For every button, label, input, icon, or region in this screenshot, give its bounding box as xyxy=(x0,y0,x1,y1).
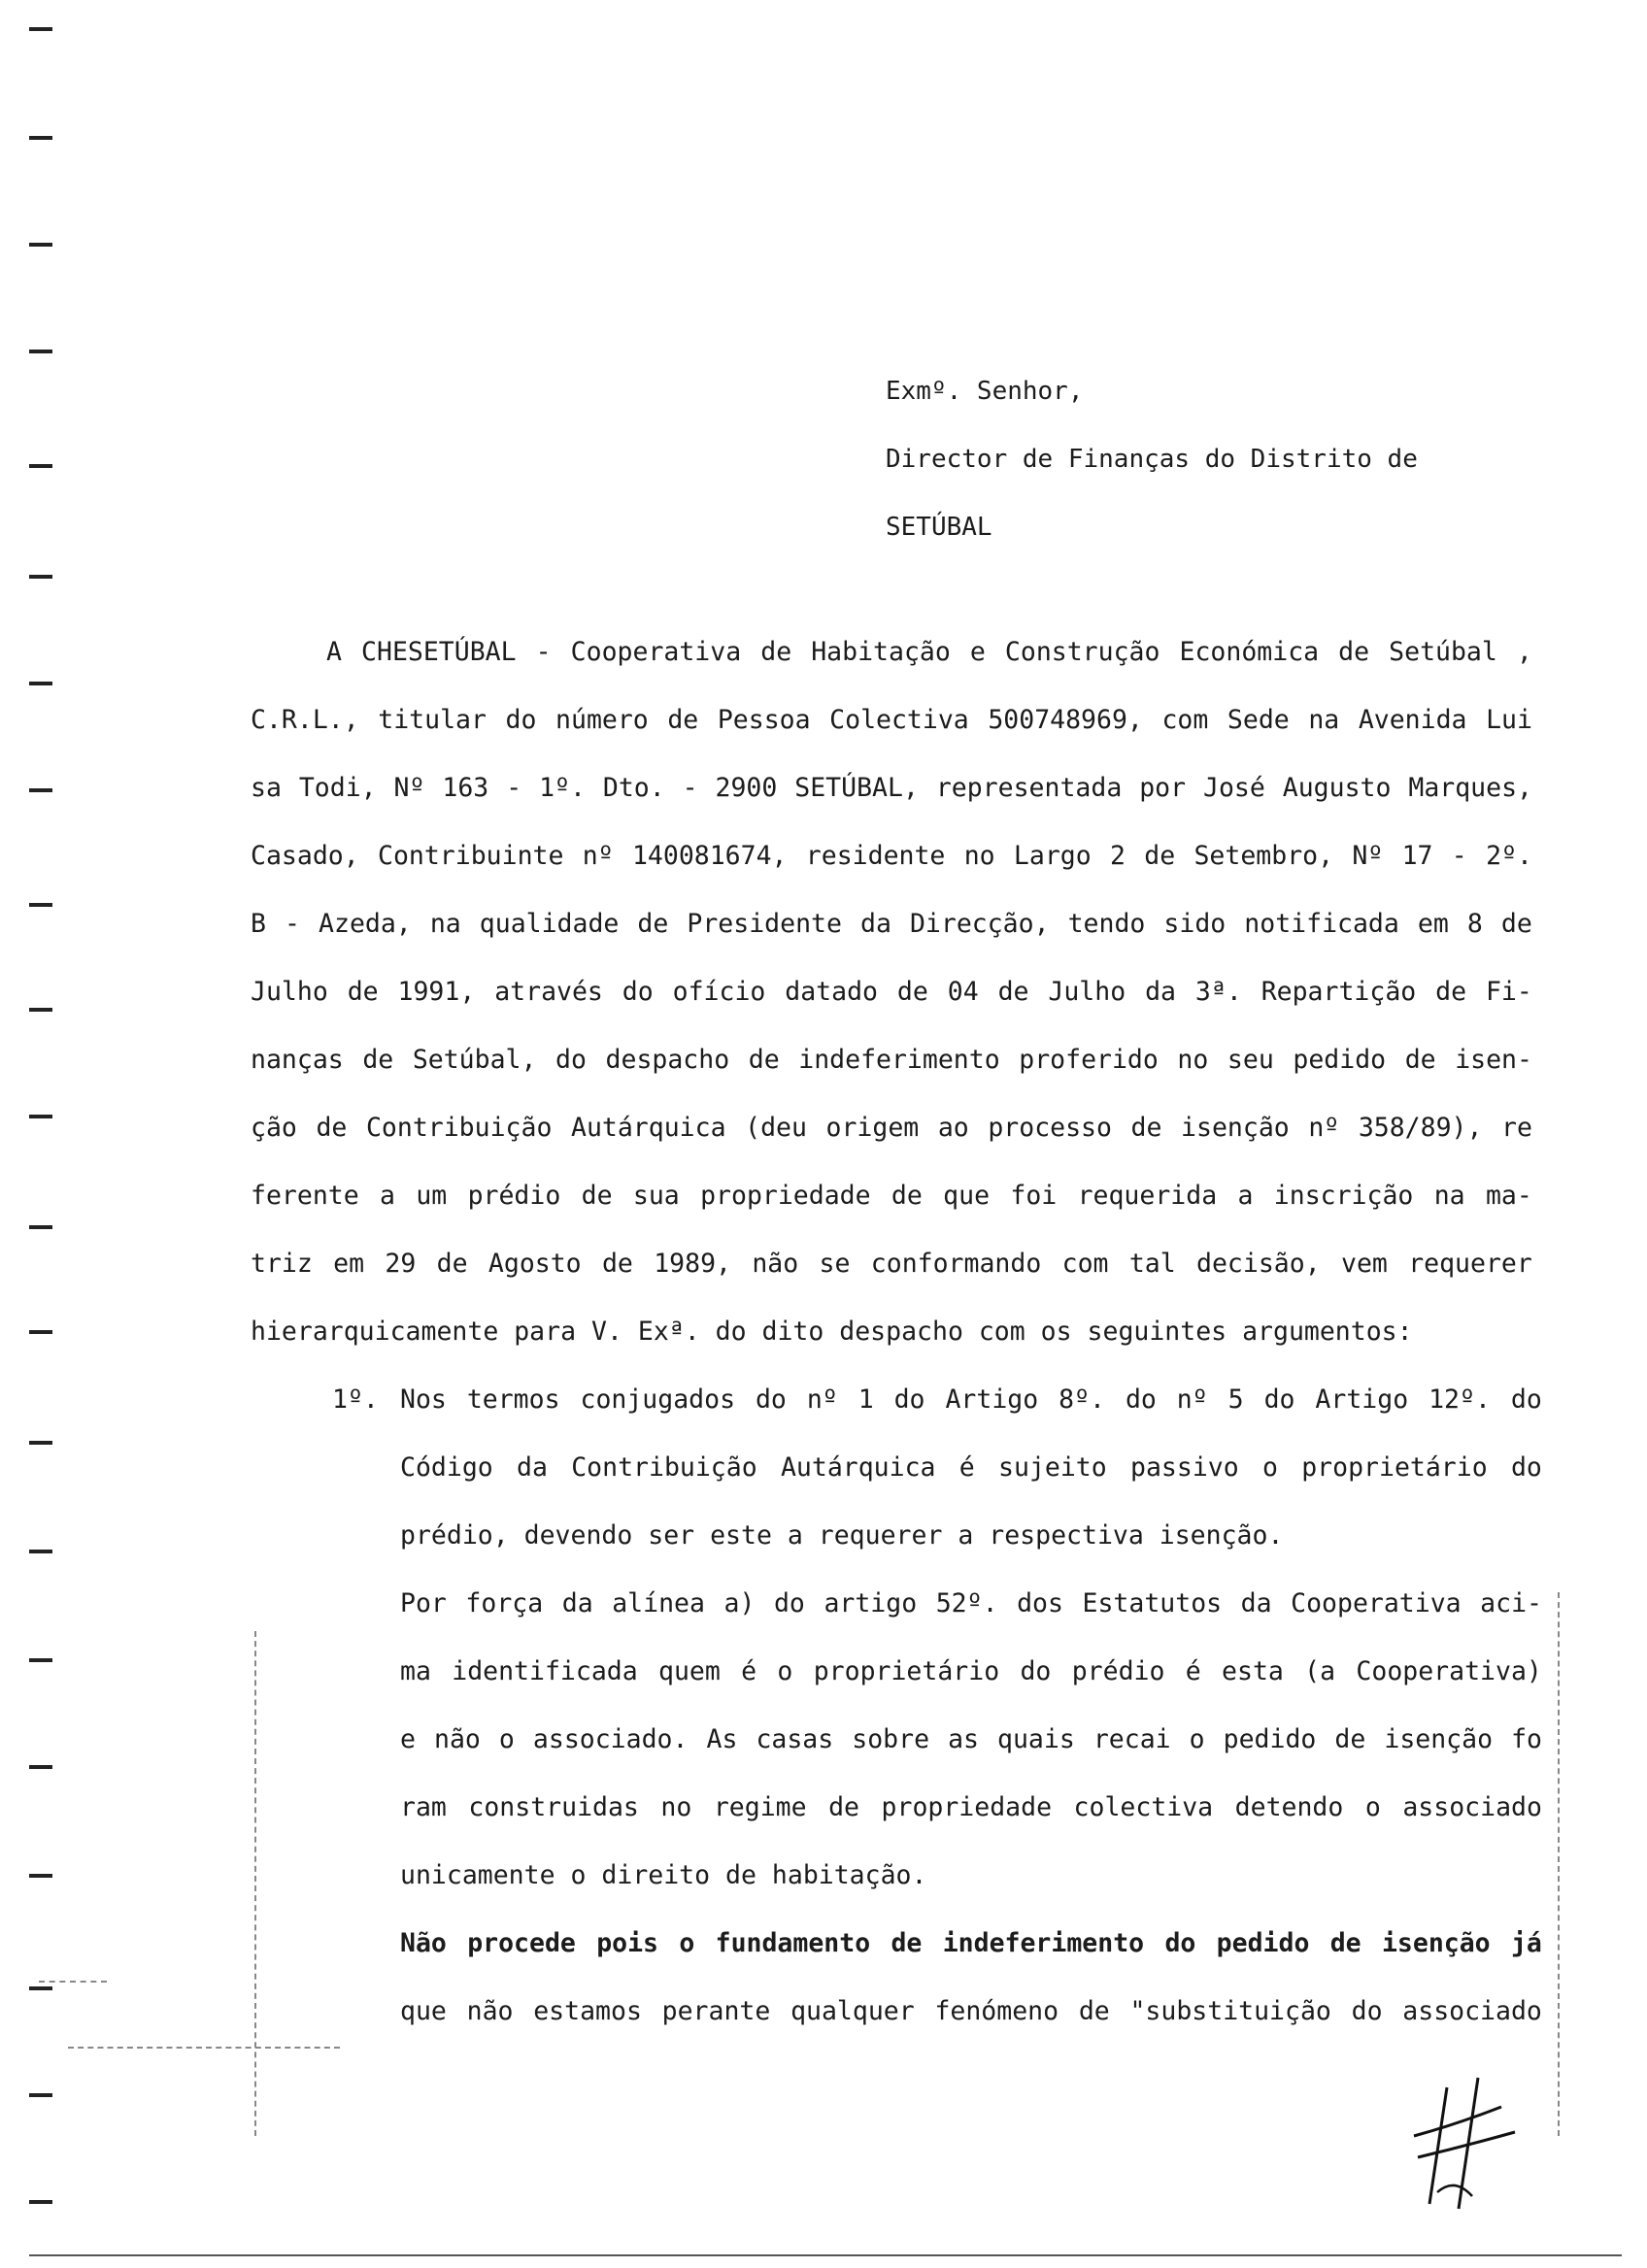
word: Setúbal xyxy=(1389,637,1497,667)
word: quem xyxy=(658,1656,721,1686)
word: 8º. xyxy=(1059,1384,1105,1415)
word: de xyxy=(1130,1113,1162,1143)
word: representada xyxy=(935,773,1123,803)
word: de xyxy=(347,977,379,1007)
word: em xyxy=(1417,909,1449,939)
word: isenção xyxy=(1384,1724,1494,1754)
word: Augusto xyxy=(1282,773,1392,803)
item-line-6 xyxy=(400,1724,1542,1754)
word: Avenida xyxy=(1358,705,1467,735)
word: Código xyxy=(400,1452,493,1483)
word: - xyxy=(285,909,300,939)
word: perante xyxy=(661,1996,771,2026)
word: As xyxy=(706,1724,738,1754)
word: no xyxy=(1177,1045,1209,1075)
intro-line-9 xyxy=(251,1181,1532,1211)
word: nanças xyxy=(251,1045,344,1075)
word: 140081674, xyxy=(631,841,788,871)
item-line-5 xyxy=(400,1656,1542,1686)
word: Agosto xyxy=(487,1249,582,1279)
word: pedido xyxy=(1293,1045,1387,1075)
word: - xyxy=(682,773,698,803)
word: com xyxy=(1061,1249,1109,1279)
margin-tick xyxy=(29,136,52,140)
signature-initials xyxy=(1408,2068,1525,2214)
word: do xyxy=(505,705,537,735)
word: força xyxy=(465,1588,544,1618)
word: 1991, xyxy=(397,977,476,1007)
word: Largo xyxy=(1013,841,1092,871)
word: o xyxy=(777,1656,793,1686)
margin-tick xyxy=(29,1874,52,1878)
scan-mark xyxy=(68,2047,340,2049)
word: casas xyxy=(756,1724,834,1754)
word: termos xyxy=(466,1384,560,1415)
word: e xyxy=(400,1724,416,1754)
word: - xyxy=(535,637,552,667)
word: Artigo xyxy=(945,1384,1039,1415)
intro-line-2 xyxy=(251,705,1532,735)
word: despacho xyxy=(605,1045,730,1075)
word: Presidente xyxy=(687,909,842,939)
intro-line-5 xyxy=(251,909,1532,939)
word: através xyxy=(494,977,603,1007)
word: regime xyxy=(713,1792,807,1822)
intro-line-11: hierarquicamente para V. Exª. do dito despacho com os seguintes argumentos: xyxy=(251,1317,1413,1347)
word: do xyxy=(1510,1384,1542,1415)
word: , xyxy=(1516,637,1532,667)
margin-tick xyxy=(29,903,52,907)
word: indeferimento xyxy=(942,1928,1145,1958)
margin-tick xyxy=(29,27,52,31)
word: Nº xyxy=(393,773,425,803)
word: de xyxy=(891,1928,923,1958)
word: detendo xyxy=(1234,1792,1344,1822)
word: ma xyxy=(400,1656,431,1686)
word: Estatutos xyxy=(1082,1588,1223,1618)
word: inscrição xyxy=(1273,1181,1414,1211)
word: de xyxy=(1078,1996,1110,2026)
margin-tick xyxy=(29,1765,52,1769)
word: Julho xyxy=(1048,977,1126,1007)
word: 1 xyxy=(857,1384,874,1415)
word: - xyxy=(1451,841,1467,871)
word: associado xyxy=(1402,1792,1542,1822)
word: indeferimento xyxy=(798,1045,1000,1075)
margin-tick xyxy=(29,682,52,685)
word: ofício xyxy=(672,977,766,1007)
word: (a xyxy=(1304,1656,1336,1686)
word: (deu xyxy=(745,1113,807,1143)
item-line-3: prédio, devendo ser este a requerer a respectiva isenção. xyxy=(400,1520,1284,1551)
word: notificada xyxy=(1244,909,1399,939)
word: não xyxy=(752,1249,799,1279)
word: Marques, xyxy=(1408,773,1532,803)
item-line-10 xyxy=(400,1996,1542,2026)
word: proprietário xyxy=(813,1656,1000,1686)
word: Nos xyxy=(400,1384,447,1415)
word: não xyxy=(466,1996,514,2026)
word: re xyxy=(1501,1113,1532,1143)
word: do xyxy=(1351,1996,1383,2026)
word: Setúbal, xyxy=(412,1045,537,1075)
word: prédio xyxy=(1071,1656,1165,1686)
word: de xyxy=(997,977,1029,1007)
word: Contribuinte xyxy=(377,841,564,871)
word: sua xyxy=(632,1181,680,1211)
word: tal xyxy=(1128,1249,1176,1279)
word: do xyxy=(622,977,654,1007)
word: a xyxy=(380,1181,395,1211)
addressee-city: SETÚBAL xyxy=(886,513,992,542)
word: um xyxy=(416,1181,448,1211)
word: nº xyxy=(1176,1384,1208,1415)
item-line-7 xyxy=(400,1792,1542,1822)
word: 2900 xyxy=(715,773,778,803)
word: Artigo xyxy=(1315,1384,1409,1415)
word: fenómeno xyxy=(934,1996,1059,2026)
word: o xyxy=(498,1724,515,1754)
word: ram xyxy=(400,1792,447,1822)
item-line-9 xyxy=(400,1928,1542,1958)
word: não xyxy=(434,1724,481,1754)
word: pedido xyxy=(1223,1724,1317,1754)
intro-line-1 xyxy=(326,637,1532,667)
page-edge-line xyxy=(29,2254,1622,2256)
word: Contribuição xyxy=(365,1113,553,1143)
word: tendo xyxy=(1067,909,1146,939)
word: associado xyxy=(1402,1996,1542,2026)
word: Direcção, xyxy=(909,909,1050,939)
word: ao xyxy=(937,1113,969,1143)
word: quais xyxy=(997,1724,1075,1754)
word: qualquer xyxy=(790,1996,915,2026)
word: Sede xyxy=(1227,705,1290,735)
word: em xyxy=(333,1249,365,1279)
word: as xyxy=(948,1724,979,1754)
word: A xyxy=(326,637,342,667)
word: isenção xyxy=(1181,1113,1290,1143)
word: pois xyxy=(596,1928,659,1958)
word: da xyxy=(517,1452,548,1483)
margin-tick xyxy=(29,575,52,579)
intro-line-3 xyxy=(251,773,1532,803)
item-line-4 xyxy=(400,1588,1542,1618)
word: Fi- xyxy=(1485,977,1532,1007)
word: - xyxy=(506,773,522,803)
word: de xyxy=(896,977,928,1007)
word: de xyxy=(1435,977,1467,1007)
intro-line-8 xyxy=(251,1113,1532,1143)
word: Azeda, xyxy=(319,909,412,939)
word: associado. xyxy=(532,1724,689,1754)
margin-tick xyxy=(29,1008,52,1012)
word: de xyxy=(316,1113,348,1143)
word: no xyxy=(660,1792,692,1822)
word: Habitação xyxy=(811,637,951,667)
word: Cooperativa xyxy=(1291,1588,1462,1618)
word: aci- xyxy=(1480,1588,1542,1618)
margin-tick xyxy=(29,788,52,792)
margin-ticks xyxy=(0,0,68,2268)
word: sujeito xyxy=(998,1452,1107,1483)
word: Repartição xyxy=(1260,977,1417,1007)
word: já xyxy=(1510,1928,1542,1958)
word: 358/89), xyxy=(1358,1113,1483,1143)
word: de xyxy=(828,1792,860,1822)
word: o xyxy=(679,1928,695,1958)
word: isen- xyxy=(1455,1045,1532,1075)
word: o xyxy=(1261,1452,1278,1483)
word: "substituição xyxy=(1129,1996,1331,2026)
addressee-salutation: Exmº. Senhor, xyxy=(886,377,1084,406)
word: C.R.L., xyxy=(251,705,359,735)
word: Cooperativa xyxy=(570,637,742,667)
margin-tick xyxy=(29,350,52,353)
word: o xyxy=(1189,1724,1205,1754)
word: na xyxy=(429,909,461,939)
word: Económica xyxy=(1179,637,1320,667)
intro-line-6 xyxy=(251,977,1532,1007)
margin-tick xyxy=(29,2093,52,2097)
item-line-1 xyxy=(400,1384,1542,1415)
word: do xyxy=(755,1384,787,1415)
word: conjugados xyxy=(580,1384,736,1415)
word: ma- xyxy=(1485,1181,1532,1211)
word: procede xyxy=(467,1928,576,1958)
word: Casado, xyxy=(251,841,359,871)
word: SETÚBAL, xyxy=(794,773,919,803)
word: seu xyxy=(1227,1045,1274,1075)
word: nº xyxy=(1308,1113,1340,1143)
word: de xyxy=(1144,841,1176,871)
word: de xyxy=(748,1045,780,1075)
intro-line-10 xyxy=(251,1249,1532,1279)
word: pedido xyxy=(1216,1928,1310,1958)
word: do xyxy=(1125,1384,1157,1415)
word: colectiva xyxy=(1073,1792,1214,1822)
word: proprietário xyxy=(1301,1452,1488,1483)
word: de xyxy=(1500,909,1532,939)
word: 17 xyxy=(1401,841,1433,871)
word: de xyxy=(581,1181,613,1211)
word: de xyxy=(637,909,669,939)
intro-line-7 xyxy=(251,1045,1532,1075)
word: na xyxy=(1433,1181,1465,1211)
word: é xyxy=(1185,1656,1201,1686)
margin-tick xyxy=(29,1658,52,1662)
word: Não xyxy=(400,1928,447,1958)
scan-mark xyxy=(39,1981,107,1983)
item-number: 1º. xyxy=(332,1384,379,1415)
word: propriedade xyxy=(700,1181,871,1211)
word: de xyxy=(1404,1045,1436,1075)
word: Lui xyxy=(1486,705,1532,735)
word: 8 xyxy=(1466,909,1483,939)
word: do xyxy=(1020,1656,1052,1686)
word: Contribuição xyxy=(571,1452,757,1483)
word: Autárquica xyxy=(780,1452,936,1483)
addressee-title: Director de Finanças do Distrito de xyxy=(886,445,1418,474)
word: do xyxy=(893,1384,925,1415)
word: B xyxy=(251,909,266,939)
intro-line-4 xyxy=(251,841,1532,871)
word: de xyxy=(760,637,792,667)
margin-tick xyxy=(29,1986,52,1990)
word: Setembro, xyxy=(1193,841,1334,871)
word: a xyxy=(1237,1181,1254,1211)
word: requerida xyxy=(1077,1181,1218,1211)
word: Construção xyxy=(1004,637,1160,667)
word: esta xyxy=(1222,1656,1284,1686)
word: de xyxy=(1338,637,1370,667)
word: da xyxy=(561,1588,593,1618)
word: passivo xyxy=(1130,1452,1239,1483)
word: que xyxy=(400,1996,447,2026)
word: decisão, xyxy=(1196,1249,1321,1279)
word: de xyxy=(1329,1928,1361,1958)
word: triz xyxy=(251,1249,313,1279)
word: 2 xyxy=(1109,841,1126,871)
word: de xyxy=(362,1045,394,1075)
addressee-block xyxy=(886,357,1418,561)
word: isenção xyxy=(1381,1928,1491,1958)
word: nº xyxy=(806,1384,838,1415)
word: CHESETÚBAL xyxy=(361,637,517,667)
word: do xyxy=(773,1588,805,1618)
margin-tick xyxy=(29,464,52,468)
word: de xyxy=(891,1181,923,1211)
word: Todi, xyxy=(298,773,377,803)
scan-mark xyxy=(254,1631,256,2136)
word: do xyxy=(1510,1452,1542,1483)
word: Colectiva xyxy=(829,705,969,735)
word: qualidade xyxy=(479,909,620,939)
word: a) xyxy=(723,1588,756,1618)
word: é xyxy=(741,1656,757,1686)
margin-tick xyxy=(29,2200,52,2204)
word: do xyxy=(1263,1384,1295,1415)
word: dos xyxy=(1017,1588,1063,1618)
word: e xyxy=(969,637,986,667)
word: é xyxy=(958,1452,975,1483)
word: Julho xyxy=(251,977,328,1007)
word: processo xyxy=(988,1113,1112,1143)
word: do xyxy=(1164,1928,1196,1958)
word: de xyxy=(601,1249,633,1279)
word: 04 xyxy=(947,977,979,1007)
item-line-8: unicamente o direito de habitação. xyxy=(400,1860,927,1890)
word: requerer xyxy=(1408,1249,1532,1279)
word: 29 xyxy=(385,1249,417,1279)
word: residente xyxy=(805,841,946,871)
word: de xyxy=(436,1249,468,1279)
word: titular xyxy=(378,705,487,735)
word: Nº xyxy=(1352,841,1384,871)
word: propriedade xyxy=(881,1792,1053,1822)
word: por xyxy=(1139,773,1187,803)
margin-tick xyxy=(29,1225,52,1229)
word: José xyxy=(1203,773,1265,803)
word: 12º. xyxy=(1429,1384,1491,1415)
word: número xyxy=(555,705,649,735)
word: o xyxy=(1364,1792,1381,1822)
margin-tick xyxy=(29,243,52,247)
word: Por xyxy=(400,1588,447,1618)
word: vem xyxy=(1340,1249,1388,1279)
margin-tick xyxy=(29,1330,52,1334)
margin-tick xyxy=(29,1550,52,1553)
item-line-2 xyxy=(400,1452,1542,1483)
word: artigo xyxy=(824,1588,918,1618)
word: da xyxy=(859,909,891,939)
word: conformando xyxy=(870,1249,1042,1279)
word: da xyxy=(1145,977,1176,1007)
word: prédio xyxy=(467,1181,561,1211)
word: se xyxy=(819,1249,851,1279)
word: 52º. xyxy=(935,1588,998,1618)
word: estamos xyxy=(533,1996,642,2026)
word: sido xyxy=(1163,909,1227,939)
word: fundamento xyxy=(715,1928,871,1958)
word: 1989, xyxy=(654,1249,731,1279)
margin-tick xyxy=(29,1115,52,1118)
word: 163 xyxy=(442,773,489,803)
word: 500748969, xyxy=(988,705,1143,735)
word: de xyxy=(667,705,699,735)
word: recai xyxy=(1092,1724,1171,1754)
word: identificada xyxy=(452,1656,638,1686)
word: 3ª. xyxy=(1194,977,1242,1007)
word: fo xyxy=(1511,1724,1542,1754)
word: ção xyxy=(251,1113,297,1143)
word: Dto. xyxy=(602,773,665,803)
word: Cooperativa) xyxy=(1356,1656,1542,1686)
word: da xyxy=(1240,1588,1272,1618)
word: sa xyxy=(251,773,282,803)
word: de xyxy=(1334,1724,1366,1754)
word: Autárquica xyxy=(570,1113,726,1143)
word: nº xyxy=(582,841,614,871)
word: 1º. xyxy=(539,773,586,803)
word: proferido xyxy=(1019,1045,1159,1075)
word: do xyxy=(555,1045,587,1075)
word: sobre xyxy=(852,1724,930,1754)
word: Pessoa xyxy=(717,705,811,735)
word: 2º. xyxy=(1486,841,1532,871)
word: construidas xyxy=(468,1792,639,1822)
word: origem xyxy=(825,1113,920,1143)
word: que xyxy=(943,1181,991,1211)
word: com xyxy=(1161,705,1209,735)
word: na xyxy=(1308,705,1340,735)
word: no xyxy=(963,841,995,871)
word: datado xyxy=(785,977,878,1007)
scan-mark xyxy=(1558,1592,1560,2136)
word: alínea xyxy=(612,1588,705,1618)
word: ferente xyxy=(251,1181,359,1211)
word: 5 xyxy=(1227,1384,1244,1415)
word: foi xyxy=(1010,1181,1058,1211)
margin-tick xyxy=(29,1441,52,1445)
